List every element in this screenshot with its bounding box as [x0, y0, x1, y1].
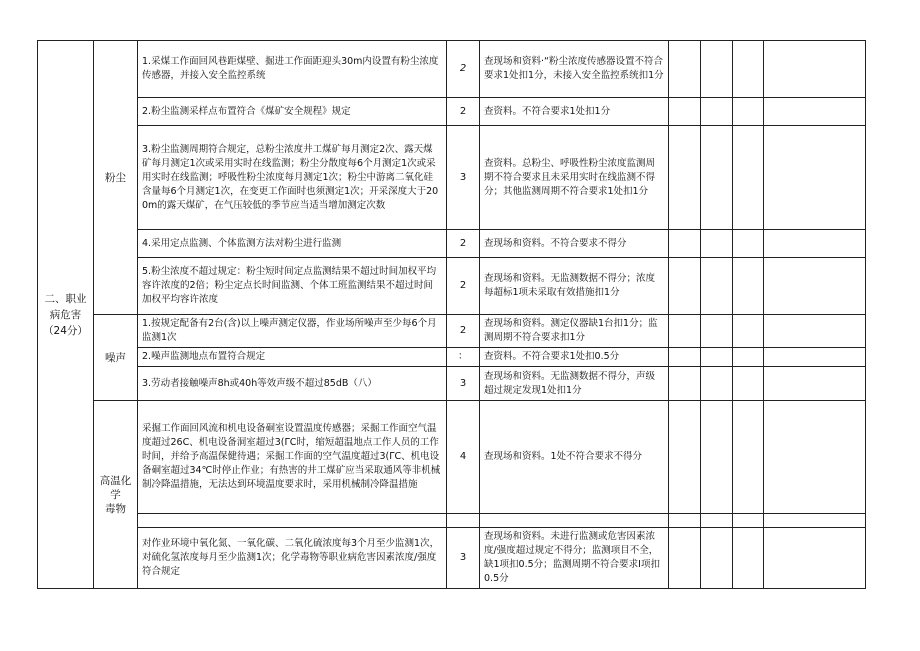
item-content: 采掘工作面回风流和机电设备硐室设置温度传感器；采掘工作面空气温度超过26C、机电设备洞室超过3(ΓC时，缩短超温地点工作人员的工作时间，并给予高温保健待遇；采掘工作面的空气温度超过3(ΓC、机电设备硐室超过34℃时停止作业；有热害的井工煤矿应当采取通风等非机械制冷降温措施，无法达到环境温度要求时，采用机械制冷降温措施: [138, 401, 447, 514]
item-score: 2: [447, 315, 480, 348]
item-score: 2: [447, 98, 480, 126]
blank-cell: [733, 367, 764, 401]
blank-cell: [701, 528, 733, 589]
blank-cell: [701, 258, 733, 315]
blank-cell: [701, 367, 733, 401]
blank-cell: [669, 230, 701, 258]
blank-cell: [733, 315, 764, 348]
item-method: 查现场和资料。测定仪器缺1台扣1分；监测周期不符合要求扣1分: [480, 315, 669, 348]
blank-cell: [669, 514, 701, 528]
blank-cell: [669, 348, 701, 367]
item-score: ：: [447, 348, 480, 367]
table-row: [38, 401, 866, 514]
blank-cell: [701, 98, 733, 126]
item-method: 查现场和资料。未进行监测或危害因素浓度/强度超过规定不得分；监测项目不全，缺1项扣0.5分；监测周期不符合要求I项扣0.5分: [480, 528, 669, 589]
blank-cell: [733, 98, 764, 126]
item-method: 查现场和资料。1处不符合要求不得分: [480, 401, 669, 514]
blank-cell: [669, 41, 701, 98]
assessment-table: [37, 40, 866, 589]
item-content: 5.粉尘浓度不超过规定：粉尘短时间定点监测结果不超过时间加权平均容许浓度的2倍；粉尘定点长时间监测、个体工班监测结果不超过时间加权平均容许浓度: [138, 258, 447, 315]
item-method: 查现场和资料。无监测数据不得分；浓度每超标1项未采取有效措施扣1分: [480, 258, 669, 315]
item-content: 1.按规定配备有2台(含)以上噪声测定仪器，作业场所噪声至少每6个月监测1次: [138, 315, 447, 348]
blank-cell: [733, 258, 764, 315]
table-row: [38, 258, 866, 315]
blank-cell: [138, 514, 447, 528]
blank-cell: [764, 348, 866, 367]
item-content: 4.采用定点监测、个体监测方法对粉尘进行监测: [138, 230, 447, 258]
group-dust-cell: 粉尘: [94, 41, 138, 315]
blank-cell: [764, 230, 866, 258]
blank-cell: [669, 98, 701, 126]
item-score: 3: [447, 367, 480, 401]
blank-cell: [480, 514, 669, 528]
blank-cell: [447, 514, 480, 528]
item-content: 3.粉尘监测周期符合规定，总粉尘浓度井工煤矿每月测定2次、露天煤矿每月测定1次或采用实时在线监测；粉尘分散度每6个月测定1次或采用实时在线监测；呼吸性粉尘浓度每月测定1次；粉尘中游离二氧化硅含量每6个月测定1次，在变更工作面时也须测定1次；开采深度大于200m的露天煤矿，在气压较低的季节应当适当增加测定次数: [138, 126, 447, 230]
blank-cell: [764, 315, 866, 348]
blank-cell: [733, 230, 764, 258]
item-method: 查现场和资料·“粉尘浓度传感器设置不符合要求1处扣1分，未接入安全监控系统扣1分: [480, 41, 669, 98]
blank-cell: [764, 258, 866, 315]
blank-cell: [733, 528, 764, 589]
item-score: 3: [447, 528, 480, 589]
item-method: 查资料。不符合要求1处扣1分: [480, 98, 669, 126]
item-content: 1.采煤工作面回风巷距煤壁、掘进工作面距迎头30m内设置有粉尘浓度传感器，并接入安全监控系统: [138, 41, 447, 98]
item-content: 2.粉尘监测采样点布置符合《煤矿安全规程》规定: [138, 98, 447, 126]
blank-cell: [669, 126, 701, 230]
blank-cell: [701, 315, 733, 348]
blank-cell: [764, 98, 866, 126]
item-score: 2: [447, 41, 480, 98]
blank-cell: [764, 401, 866, 514]
item-method: 查资料。不符合要求1处扣0.5分: [480, 348, 669, 367]
blank-cell: [764, 367, 866, 401]
item-score: 2: [447, 258, 480, 315]
blank-cell: [764, 41, 866, 98]
item-content: 对作业环境中氧化氮、一氧化碳、二氧化硫浓度每3个月至少监测1次，对硫化氢浓度每月至少监测1次；化学毒物等职业病危害因素浓度/强度符合规定: [138, 528, 447, 589]
item-method: 查现场和资料。无监测数据不得分，声级超过规定发现1处扣1分: [480, 367, 669, 401]
blank-cell: [733, 348, 764, 367]
blank-cell: [733, 401, 764, 514]
item-score: 4: [447, 401, 480, 514]
blank-cell: [701, 514, 733, 528]
blank-cell: [764, 528, 866, 589]
blank-cell: [669, 401, 701, 514]
blank-cell: [669, 367, 701, 401]
blank-cell: [669, 528, 701, 589]
table-row: [38, 348, 866, 367]
table-row: [38, 230, 866, 258]
table-row: [38, 528, 866, 589]
table-row: [38, 367, 866, 401]
table-row: [38, 315, 866, 348]
item-method: 查资料。总粉尘、呼吸性粉尘浓度监测周期不符合要求且未采用实时在线监测不得分；其他监测周期不符合要求1处扣1分: [480, 126, 669, 230]
item-score: 3: [447, 126, 480, 230]
item-method: 查现场和资料。不符合要求不得分: [480, 230, 669, 258]
group-heat-chemical-cell: 高温化学 毒物: [94, 401, 138, 589]
blank-cell: [701, 401, 733, 514]
table-row: [38, 126, 866, 230]
blank-cell: [764, 514, 866, 528]
blank-cell: [701, 41, 733, 98]
group-noise-cell: 噪声: [94, 315, 138, 401]
item-content: 3.劳动者接触噪声8h或40h等效声级不超过85dB（八）: [138, 367, 447, 401]
blank-cell: [701, 126, 733, 230]
table-row: [38, 98, 866, 126]
item-content: 2.噪声监测地点布置符合规定: [138, 348, 447, 367]
blank-cell: [701, 230, 733, 258]
blank-cell: [701, 348, 733, 367]
item-score: 2: [447, 230, 480, 258]
blank-cell: [669, 258, 701, 315]
blank-cell: [669, 315, 701, 348]
blank-cell: [733, 41, 764, 98]
table-row: [38, 514, 866, 528]
table-row: [38, 41, 866, 98]
blank-cell: [733, 514, 764, 528]
category-cell: 二、职业 病危害 （24分）: [38, 41, 94, 589]
blank-cell: [733, 126, 764, 230]
blank-cell: [764, 126, 866, 230]
